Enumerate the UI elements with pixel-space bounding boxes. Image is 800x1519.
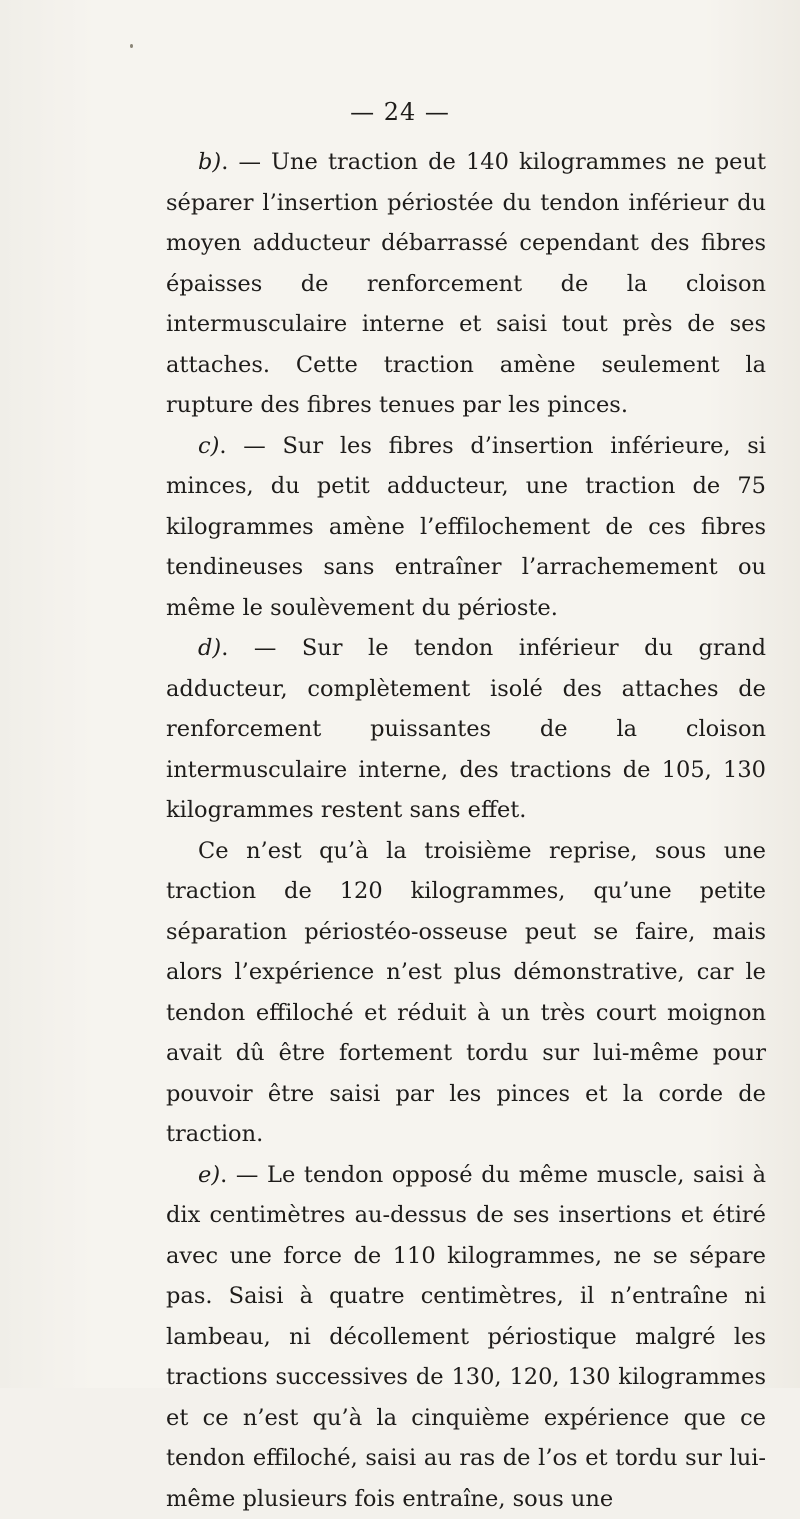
ink-speck [130, 44, 133, 48]
item-marker: e) [198, 1162, 220, 1188]
paragraph-e [166, 1155, 766, 1519]
paragraph-text: . — Une traction de 140 kilogrammes ne peut séparer l’insertion périostée du tendon inférieur du moyen adducteur débarrassé cependant des fibres épaisses de renforcement de la cloison intermusculaire interne et saisi tout près de ses attaches. Cette traction amène seulement la rupture des fibres tenues par les pinces. [166, 149, 766, 418]
body-text [166, 142, 766, 1519]
paragraph-b [166, 142, 766, 426]
paragraph-text: Ce n’est qu’à la troisième reprise, sous une traction de 120 kilogrammes, qu’une petite séparation périostéo-osseuse peut se faire, mais alors l’expérience n’est plus démonstrative, car le tendon effiloché et réduit à un très court moignon avait dû être fortement tordu sur lui-même pour pouvoir être saisi par les pinces et la corde de traction. [166, 838, 766, 1148]
paragraph-text: . — Sur le tendon inférieur du grand adducteur, complètement isolé des attaches de renforcement puissantes de la cloison intermusculaire interne, des tractions de 105, 130 kilogrammes restent sans effet. [166, 635, 766, 823]
paragraph-continuation [166, 831, 766, 1155]
paragraph-text: . — Le tendon opposé du même muscle, saisi à dix centimètres au-dessus de ses insertions et étiré avec une force de 110 kilogrammes, ne se sépare pas. Saisi à quatre centimètres, il n’entraîne ni lambeau, ni décollement périostique malgré les tractions successives de 130, 120, 130 kilogrammes et ce n’est qu’à la cinquième expérience que ce tendon effiloché, saisi au ras de l’os et tordu sur lui-même plusieurs fois entraîne, sous une [166, 1162, 766, 1512]
paragraph-text: . — Sur les fibres d’insertion inférieure, si minces, du petit adducteur, une traction de 75 kilogrammes amène l’effilochement de ces fibres tendineuses sans entraîner l’arrachemement ou même le soulèvement du périoste. [166, 433, 766, 621]
paragraph-c [166, 426, 766, 629]
item-marker: b) [198, 149, 221, 175]
paragraph-d [166, 628, 766, 831]
item-marker: d) [198, 635, 221, 661]
page-number: — 24 — [0, 98, 800, 126]
item-marker: c) [198, 433, 219, 459]
